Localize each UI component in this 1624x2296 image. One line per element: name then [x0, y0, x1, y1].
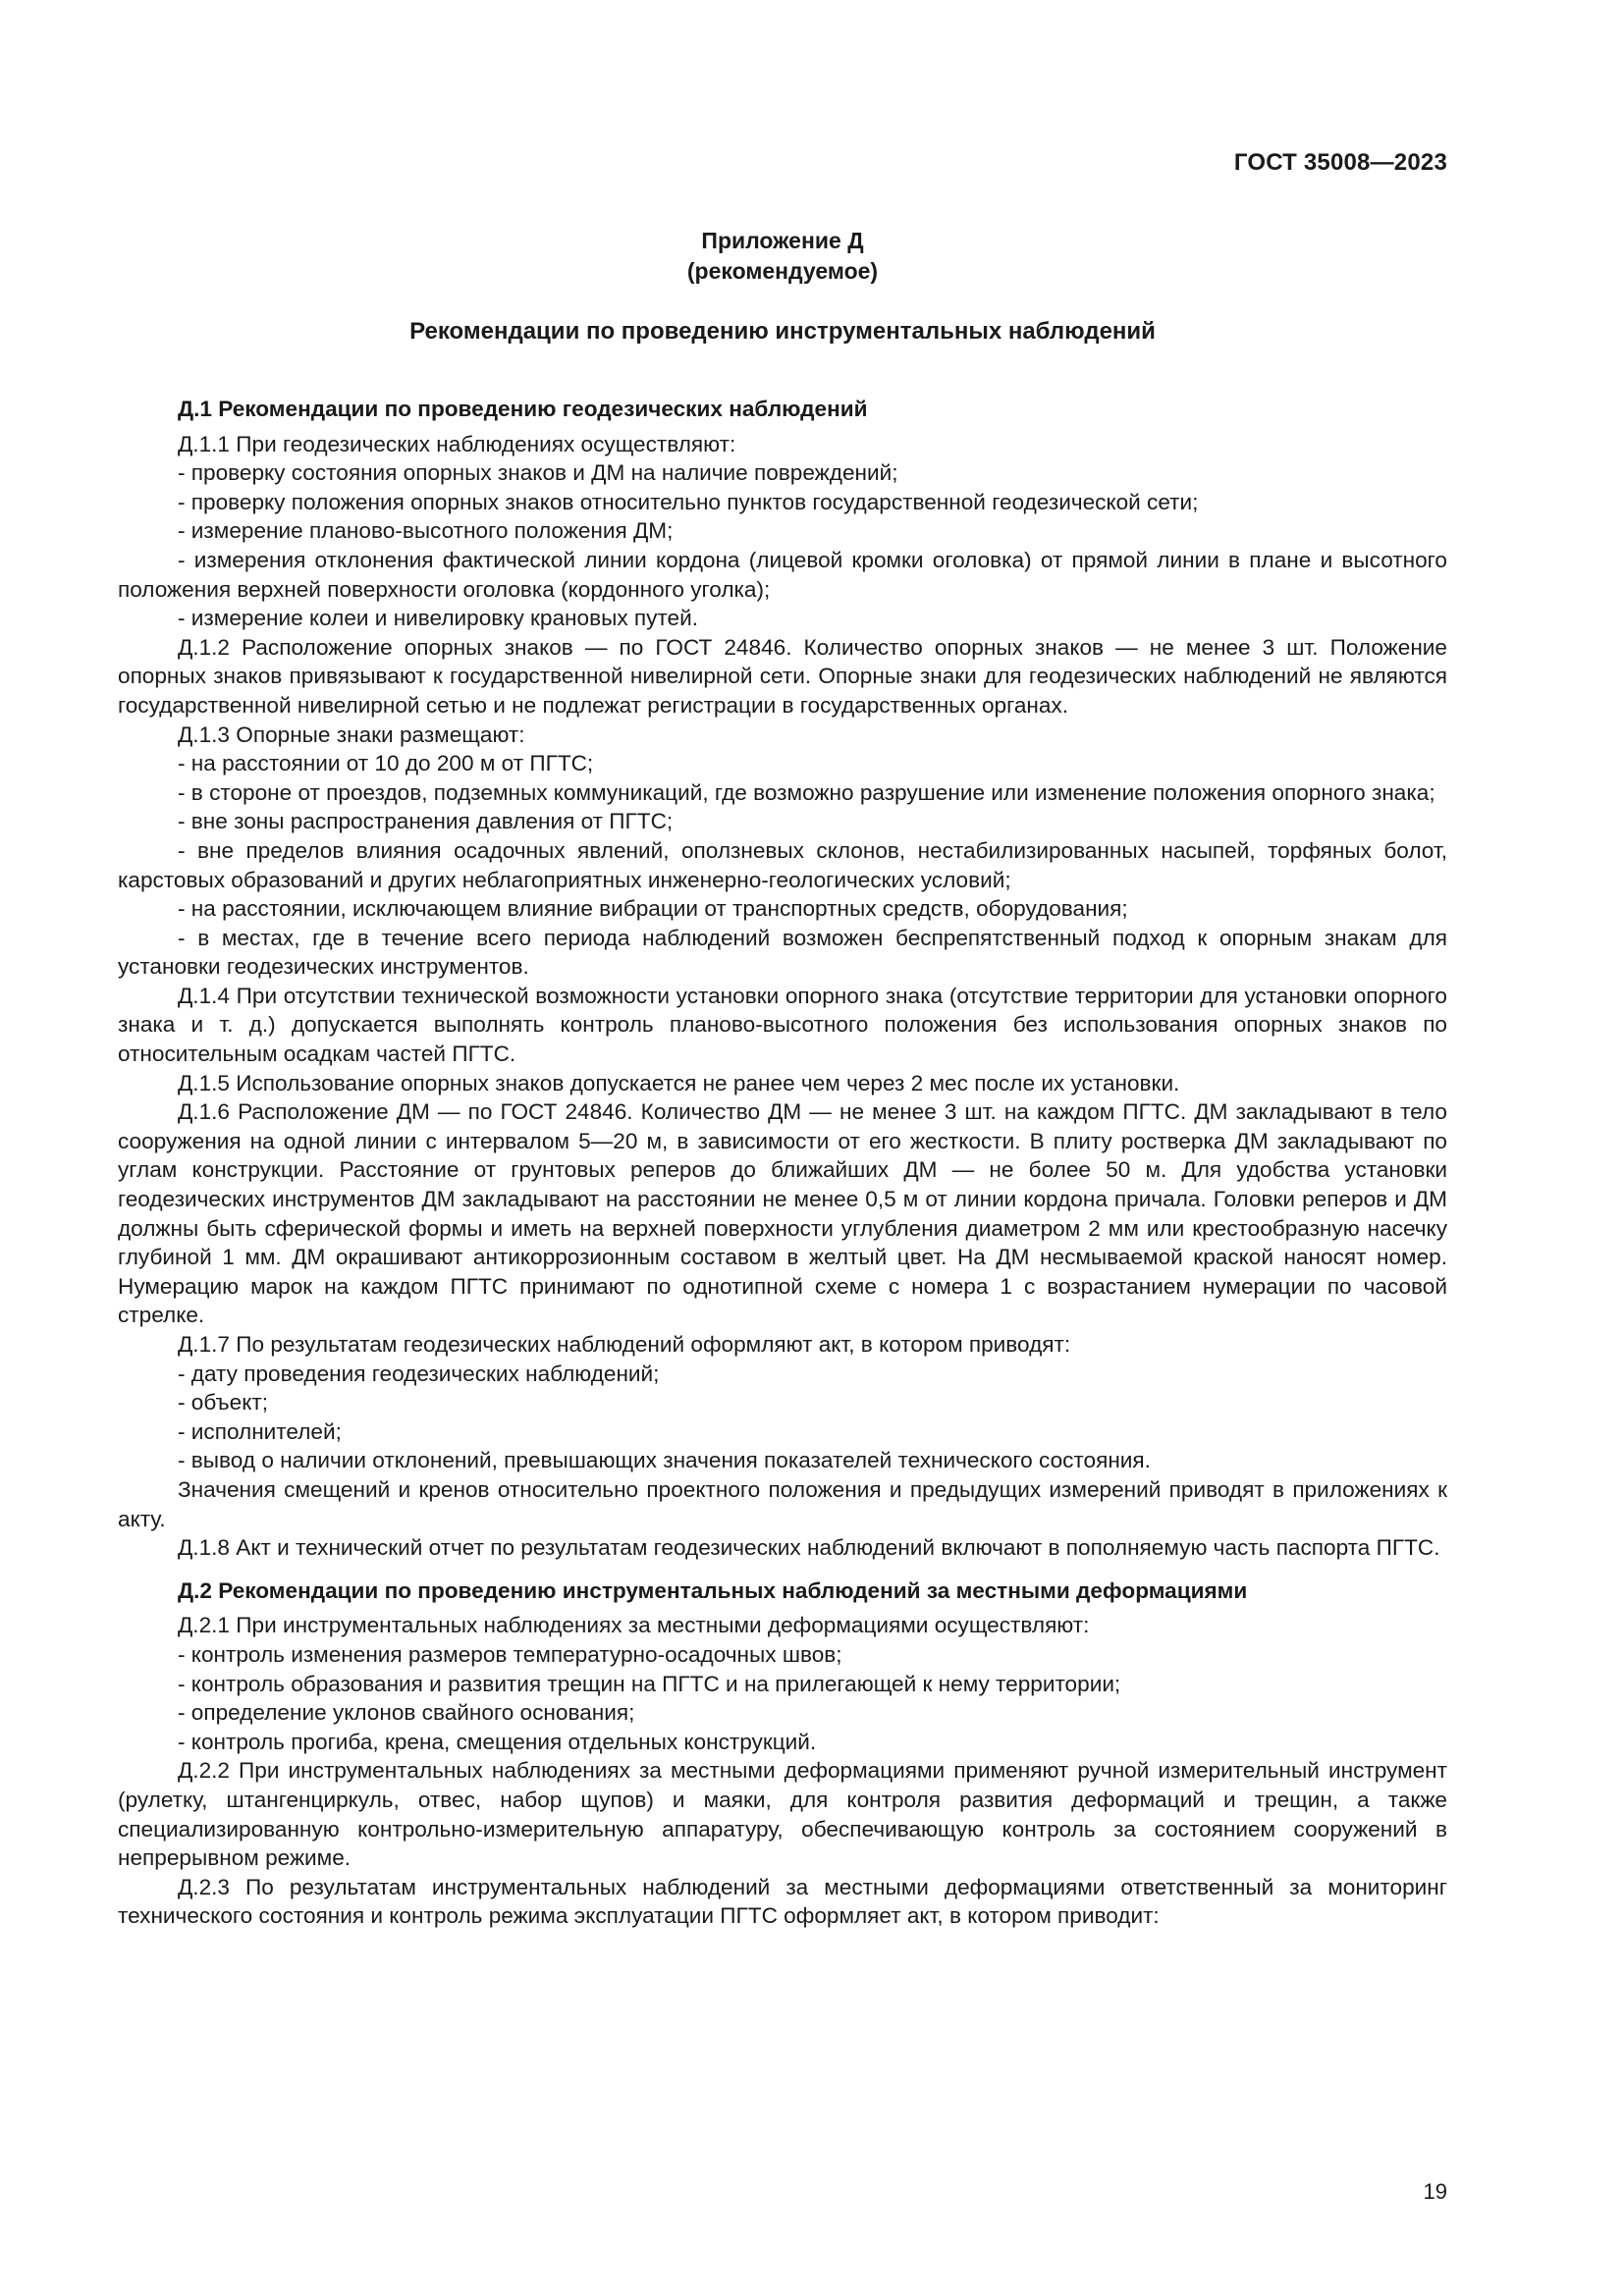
paragraph: - контроль образования и развития трещин на ПГТС и на прилегающей к нему территории; [178, 1671, 1121, 1696]
paragraph: Д.1.6 Расположение ДМ — по ГОСТ 24846. Количество ДМ — не менее 3 шт. на каждом ПГТС. ДМ закладывают в тело сооружения на одной линии с интервалом 5—20 м, в зависимости от его жесткости. В плиту ростверка ДМ закладывают по углам конструкции. Расстояние от грунтовых реперов до ближайших ДМ — не более 50 м. Для удобства установки геодезических инструментов ДМ закладывают на расстоянии не менее 0,5 м от линии кордона причала. Головки реперов и ДМ должны быть сферической формы и иметь на верхней поверхности углубления диаметром 2 мм или крестообразную насечку глубиной 1 мм. ДМ окрашивают антикоррозионным составом в желтый цвет. На ДМ несмываемой краской наносят номер. Нумерацию марок на каждом ПГТС принимают по однотипной схеме с номера 1 с возрастанием нумерации по часовой стрелке. [118, 1099, 1447, 1328]
paragraph: - на расстоянии, исключающем влияние вибрации от транспортных средств, оборудования; [178, 896, 1128, 922]
paragraph: - на расстоянии от 10 до 200 м от ПГТС; [178, 751, 594, 776]
appendix-heading [118, 226, 1447, 287]
paragraph: - контроль прогиба, крена, смещения отдельных конструкций. [178, 1729, 817, 1754]
paragraph: - контроль изменения размеров температурно-осадочных швов; [178, 1641, 842, 1667]
paragraph: Д.1.5 Использование опорных знаков допускается не ранее чем через 2 мес после их установки. [178, 1070, 1180, 1095]
paragraph: Д.1.3 Опорные знаки размещают: [178, 721, 525, 747]
paragraph: - измерение планово-высотного положения ДМ; [178, 518, 674, 544]
paragraph: - объект; [178, 1390, 269, 1415]
paragraph: - вне пределов влияния осадочных явлений, оползневых склонов, нестабилизированных насыпей, торфяных болот, карстовых образований и других неблагоприятных инженерно-геологических условий; [118, 837, 1447, 892]
paragraph: - определение уклонов свайного основания; [178, 1700, 635, 1726]
paragraph: - вывод о наличии отклонений, превышающих значения показателей технического состояния. [178, 1448, 1151, 1473]
paragraph: - измерения отклонения фактической линии кордона (лицевой кромки оголовка) от прямой линии в плане и высотного положения верхней поверхности оголовка (кордонного уголка); [118, 547, 1447, 602]
section-2-heading: Д.2 Рекомендации по проведению инструментальных наблюдений за местными деформациями [178, 1577, 1248, 1603]
paragraph: Д.1.2 Расположение опорных знаков — по ГОСТ 24846. Количество опорных знаков — не менее 3 шт. Положение опорных знаков привязывают к государственной нивелирной сети. Опорные знаки для геодезических наблюдений не являются государственной нивелирной сетью и не подлежат регистрации в государственных органах. [118, 634, 1447, 718]
paragraph: - в стороне от проездов, подземных коммуникаций, где возможно разрушение или изменение положения опорного знака; [178, 779, 1435, 805]
appendix-status: (рекомендуемое) [686, 258, 879, 284]
appendix-title: Приложение Д [701, 228, 864, 253]
paragraph: Д.2.2 При инструментальных наблюдениях за местными деформациями применяют ручной измерительный инструмент (рулетку, штангенциркуль, отвес, набор щупов) и маяки, для контроля развития деформаций и трещин, а также специализированную контрольно-измерительную аппаратуру, обеспечивающую контроль за состоянием сооружений в непрерывном режиме. [118, 1758, 1447, 1871]
paragraph: - исполнителей; [178, 1418, 342, 1444]
paragraph: - проверку положения опорных знаков относительно пунктов государственной геодезической сети; [178, 489, 1199, 514]
paragraph: Д.1.1 При геодезических наблюдениях осуществляют: [178, 431, 736, 456]
paragraph: Д.1.8 Акт и технический отчет по результатам геодезических наблюдений включают в пополняемую часть паспорта ПГТС. [178, 1535, 1440, 1561]
paragraph: Д.2.3 По результатам инструментальных наблюдений за местными деформациями ответственный за мониторинг технического состояния и контроль режима эксплуатации ПГТС оформляет акт, в котором приводит: [118, 1874, 1447, 1929]
document-code: ГОСТ 35008—2023 [1233, 149, 1447, 176]
document-page [118, 0, 1447, 2296]
paragraph: Значения смещений и кренов относительно проектного положения и предыдущих измерений приводят в приложениях к акту. [118, 1476, 1447, 1531]
paragraph: - в местах, где в течение всего периода наблюдений возможен беспрепятственный подход к опорным знакам для установки геодезических инструментов. [118, 925, 1447, 980]
paragraph: - измерение колеи и нивелировку крановых путей. [178, 606, 698, 631]
paragraph: - вне зоны распространения давления от ПГТС; [178, 809, 674, 834]
document-body [118, 395, 1447, 1931]
paragraph: Д.1.4 При отсутствии технической возможности установки опорного знака (отсутствие территории для установки опорного знака и т. д.) допускается выполнять контроль планово-высотного положения без использования опорных знаков по относительным осадкам частей ПГТС. [118, 983, 1447, 1067]
paragraph: - дату проведения геодезических наблюдений; [178, 1361, 660, 1386]
paragraph: Д.1.7 По результатам геодезических наблюдений оформляют акт, в котором приводят: [178, 1332, 1071, 1357]
paragraph: Д.2.1 При инструментальных наблюдениях за местными деформациями осуществляют: [178, 1613, 1090, 1638]
main-title: Рекомендации по проведению инструментальных наблюдений [409, 318, 1156, 345]
page-number: 19 [1423, 2179, 1447, 2204]
section-1-heading: Д.1 Рекомендации по проведению геодезических наблюдений [178, 397, 868, 421]
section-2-body [118, 1611, 1447, 1931]
paragraph: - проверку состояния опорных знаков и ДМ на наличие повреждений; [178, 460, 898, 486]
section-1-body [118, 430, 1447, 1563]
